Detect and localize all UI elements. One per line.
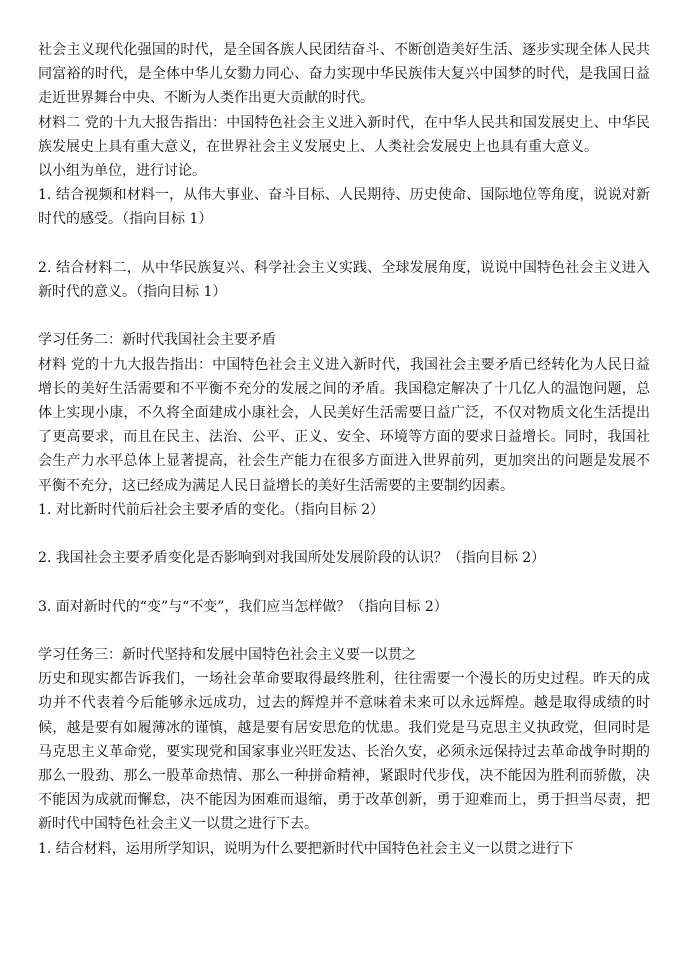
answer-space <box>38 304 650 328</box>
task3-title: 学习任务三：新时代坚持和发展中国特色社会主义要一以贯之 <box>38 647 416 663</box>
task2-material: 材料 党的十九大报告指出：中国特色社会主义进入新时代，我国社会主要矛盾已经转化为人民日益增长的美好生活需要和不平衡不充分的发展之间的矛盾。我国稳定解决了十几亿人的温饱问题，总体上实现小康，不久将全面建成小康社会，人民美好生活需要日益广泛，不仅对物质文化生活提出了更高要求，而且在民主、法治、公平、正义、安全、环境等方面的要求日益增长。同时，我国社会生产力水平总体上显著提高，社会生产能力在很多方面进入世界前列，更加突出的问题是发展不平衡不充分，这已经成为满足人民日益增长的美好生活需要的主要制约因素。 <box>38 356 650 494</box>
task1-question-1: 1. 结合视频和材料一，从伟大事业、奋斗目标、人民期待、历史使命、国际地位等角度，说说对新时代的感受。（指向目标 1） <box>38 187 650 228</box>
task2-question-1: 1. 对比新时代前后社会主要矛盾的变化。（指向目标 2） <box>38 501 385 518</box>
document-page <box>38 38 650 861</box>
answer-space <box>38 232 650 256</box>
task3-material: 历史和现实都告诉我们，一场社会革命要取得最终胜利，往往需要一个漫长的历史过程。昨天的成功并不代表着今后能够永远成功，过去的辉煌并不意味着未来可以永远辉煌。越是取得成绩的时候，越是要有如履薄冰的谨慎，越是要有居安思危的忧患。我们党是马克思主义执政党，但同时是马克思主义革命党，要实现党和国家事业兴旺发达、长治久安，必须永远保持过去革命战争时期的那么一股劲、那么一股革命热情、那么一种拼命精神，紧跟时代步伐，决不能因为胜利而骄傲，决不能因为成就而懈怠，决不能因为困难而退缩，勇于改革创新，勇于迎难而上，勇于担当尽责，把新时代中国特色社会主义一以贯之进行下去。 <box>38 671 650 833</box>
answer-space <box>38 522 650 546</box>
answer-space <box>38 570 650 594</box>
task1-question-2: 2. 结合材料二，从中华民族复兴、科学社会主义实践、全球发展角度，说说中国特色社会主义进入新时代的意义。（指向目标 1） <box>38 259 650 301</box>
task2-title: 学习任务二：新时代我国社会主要矛盾 <box>38 332 276 349</box>
task3-question-1: 1. 结合材料，运用所学知识，说明为什么要把新时代中国特色社会主义一以贯之进行下 <box>38 840 574 857</box>
task2-question-3: 3. 面对新时代的“变”与“不变”，我们应当怎样做？（指向目标 2） <box>38 598 448 615</box>
material-two-paragraph: 材料二 党的十九大报告指出：中国特色社会主义进入新时代，在中华人民共和国发展史上、中华民族发展史上具有重大意义，在世界社会主义发展史上、人类社会发展史上也具有重大意义。 <box>38 114 650 155</box>
intro-paragraph: 社会主义现代化强国的时代，是全国各族人民团结奋斗、不断创造美好生活、逐步实现全体人民共同富裕的时代，是全体中华儿女勠力同心、奋力实现中华民族伟大复兴中国梦的时代，是我国日益走近世界舞台中央、不断为人类作出更大贡献的时代。 <box>38 42 650 107</box>
task2-question-2: 2. 我国社会主要矛盾变化是否影响到对我国所处发展阶段的认识？（指向目标 2） <box>38 550 546 567</box>
answer-space <box>38 619 650 643</box>
group-discussion-instruction: 以小组为单位，进行讨论。 <box>38 163 206 180</box>
